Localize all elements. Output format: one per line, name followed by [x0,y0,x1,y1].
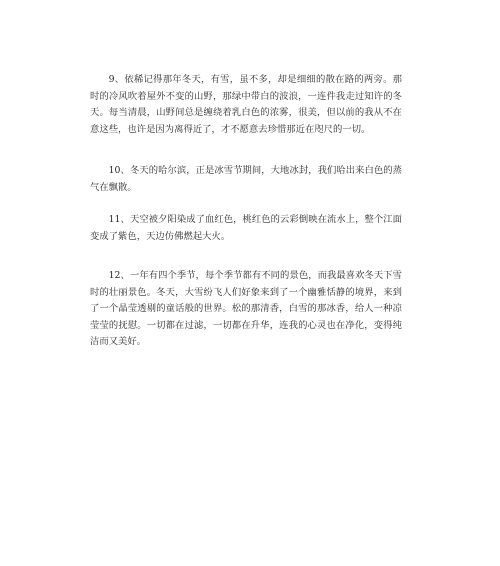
paragraph-12: 12、一年有四个季节，每个季节都有不同的景色，而我最喜欢冬天下雪时的壮丽景色。冬天，大雪纷飞人们好象来到了一个幽雅恬静的境界，来到了一个晶莹透剔的童话般的世界。松的那清香，白雪的那冰香，给人一种凉莹莹的抚慰。一切都在过滤，一切都在升华，连我的心灵也在净化，变得纯洁而又美好。 [90,270,402,347]
paragraph-10: 10、冬天的哈尔滨，正是冰雪节期间，大地冰封，我们哈出来白色的蒸气在飘散。 [90,165,402,193]
paragraph-11: 11、天空被夕阳染成了血红色，桃红色的云彩倒映在流水上，整个江面变成了紫色，天边仿佛燃起大火。 [90,214,402,242]
paragraph-9: 9、依稀记得那年冬天，有雪，虽不多，却是细细的散在路的两旁。那时的冷风吹着屋外不变的山野，那绿中带白的波浪，一连件我走过知许的冬天。每当清晨，山野间总是缠绕着乳白色的浓雾，很美，但以前的我从不在意这些，也许是因为离得近了，才不愿意去珍惜那近在咫尺的一切。 [90,74,402,135]
